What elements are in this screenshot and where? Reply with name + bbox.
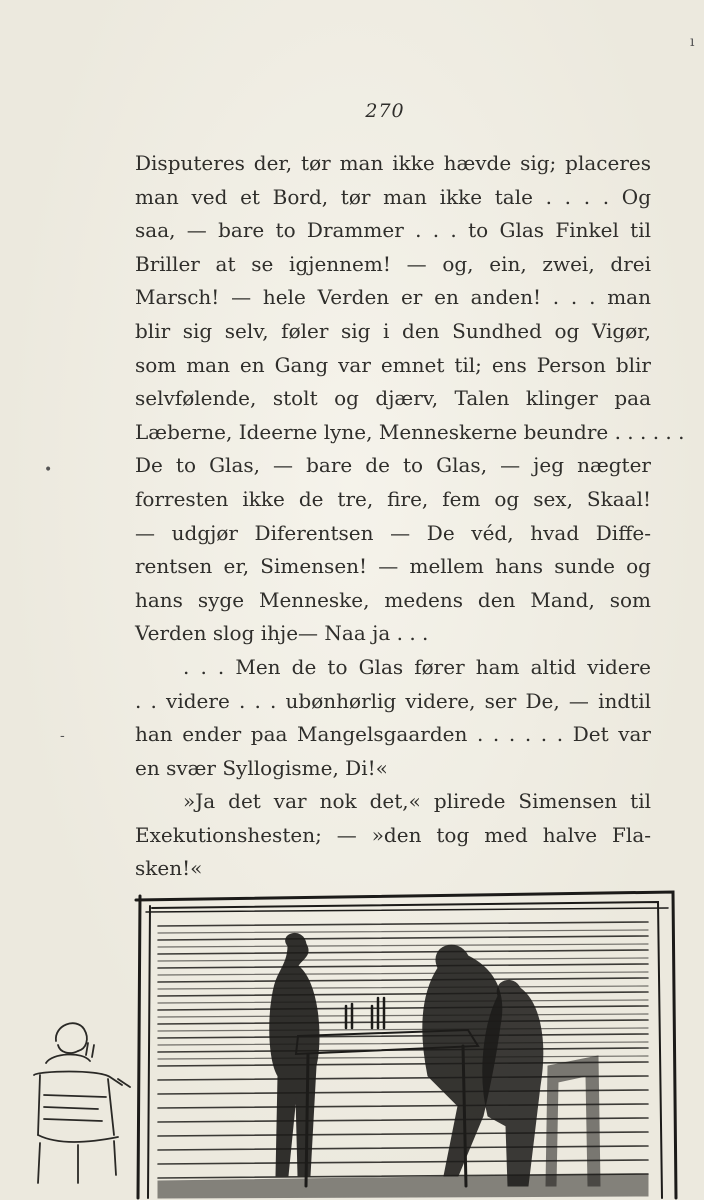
body-text [135, 147, 685, 886]
text-line: . . . Men de to Glas fører ham altid videre [183, 654, 651, 679]
text-line: — udgjør Diferentsen — De véd, hvad Diffe- [135, 520, 651, 545]
text-line: rentsen er, Simensen! — mellem hans sunde og [135, 554, 651, 579]
text-line: Disputeres der, tør man ikke hævde sig; placeres [135, 151, 651, 175]
margin-dot-mark: • [44, 462, 53, 478]
text-line: som man en Gang var emnet til; ens Person blir [135, 352, 651, 377]
text-line: han ender paa Mangelsgaarden . . . . . . Det var [135, 722, 651, 747]
ink-sketch-seated-figure-icon [18, 1015, 138, 1185]
text-line: Læberne, Ideerne lyne, Menneskerne beundre . . . . . . [135, 419, 685, 444]
text-line: saa, — bare to Drammer . . . to Glas Finkel til [135, 218, 651, 243]
text-line: en svær Syllogisme, Di!« [135, 755, 388, 780]
text-line: De to Glas, — bare de to Glas, — jeg nægter [135, 453, 651, 478]
page-number: 270 [365, 100, 405, 122]
text-line: sken!« [135, 856, 203, 881]
ink-sketch-tavern-scene-icon [128, 886, 680, 1200]
margin-dot-mark: - [60, 728, 65, 744]
text-line: Marsch! — hele Verden er en anden! . . . man [135, 285, 651, 310]
text-line: Briller at se igjennem! — og, ein, zwei, drei [135, 251, 651, 276]
text-line: selvfølende, stolt og djærv, Talen klinger paa [135, 386, 651, 411]
text-line: »Ja det var nok det,« plirede Simensen til [183, 789, 651, 814]
margin-tick-mark: ı [690, 34, 695, 50]
text-line: Exekutionshesten; — »den tog med halve Fla- [135, 822, 651, 847]
text-line: blir sig selv, føler sig i den Sundhed og Vigør, [135, 318, 651, 343]
text-line: Verden slog ihje— Naa ja . . . [135, 621, 429, 646]
text-line: hans syge Menneske, medens den Mand, som [135, 587, 651, 612]
text-line: man ved et Bord, tør man ikke tale . . . . Og [135, 184, 651, 209]
text-line: forresten ikke de tre, fire, fem og sex, Skaal! [135, 486, 651, 511]
text-line: . . videre . . . ubønhørlig videre, ser De, — indtil [135, 688, 651, 713]
